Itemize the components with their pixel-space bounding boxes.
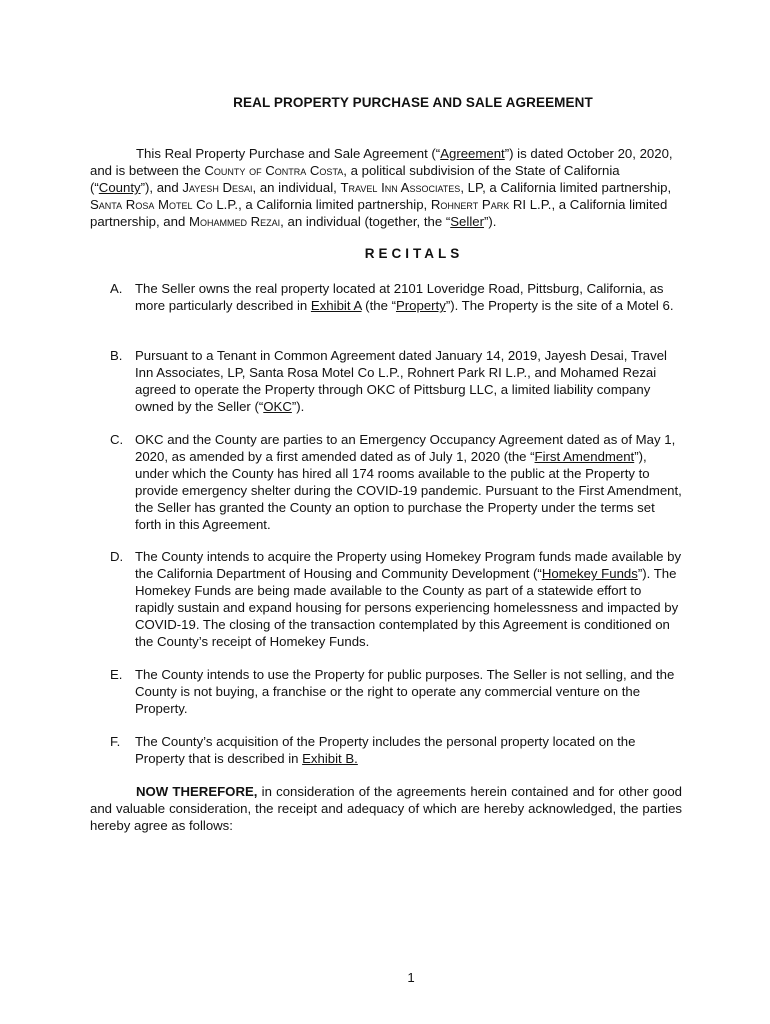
party-travel-inn: Travel Inn Associates xyxy=(340,180,461,195)
intro-text: , an individual (together, the “ xyxy=(280,214,451,229)
intro-paragraph xyxy=(90,145,678,230)
intro-text: This Real Property Purchase and Sale Agreement (“ xyxy=(136,146,441,161)
recital-letter: C. xyxy=(110,432,124,447)
okc-defined-term: OKC xyxy=(263,399,292,414)
exhibit-b-link: Exhibit B. xyxy=(302,751,358,766)
recital-letter: E. xyxy=(110,667,123,682)
party-santa-rosa: Santa Rosa Motel Co xyxy=(90,197,213,212)
intro-text: , LP, a California limited partnership, xyxy=(460,180,672,195)
recital-text: ”). The Homekey Funds are being made available to the County as part of a statewide effort to rapidly sustain and expand housing for persons experiencing homelessness and impacted by COVID-19. The closing of the transaction contemplated by this Agreement is conditioned on the County’s receipt of Homekey Funds. xyxy=(135,566,679,649)
first-amendment-defined-term: First Amendment xyxy=(534,449,635,464)
party-desai: Jayesh Desai xyxy=(182,180,253,195)
recital-d xyxy=(110,548,682,650)
recitals-heading: RECITALS xyxy=(364,246,464,261)
intro-text: , an individual, xyxy=(252,180,341,195)
party-rezai: Mohammed Rezai xyxy=(188,214,281,229)
page-number: 1 xyxy=(407,970,415,985)
county-name: County of Contra Costa xyxy=(204,163,344,178)
agreement-defined-term: Agreement xyxy=(440,146,505,161)
closing-text: in consideration of the agreements herein contained and for other good and valuable consideration, the receipt and adequacy of which are hereby acknowledged, the parties hereby agree as follows: xyxy=(90,784,683,833)
exhibit-a-link: Exhibit A xyxy=(310,298,362,313)
intro-text: L.P., a California limited partnership, xyxy=(212,197,431,212)
homekey-funds-defined-term: Homekey Funds xyxy=(541,566,638,581)
recital-text: ”), under which the County has hired all 174 rooms available to the public at the Property to provide emergency shelter during the COVID-19 pandemic. Pursuant to the First Amendment, the Seller has granted the County an option to purchase the Property under the terms set forth in this Agreement. xyxy=(135,449,682,532)
recital-text: The County intends to use the Property for public purposes. The Seller is not selling, and the County is not buying, a franchise or the right to operate any commercial venture on the Property. xyxy=(135,667,675,716)
closing-paragraph xyxy=(90,783,682,834)
recital-c xyxy=(110,431,682,533)
document-title: REAL PROPERTY PURCHASE AND SALE AGREEMENT xyxy=(233,95,593,110)
intro-text: ”). xyxy=(483,214,497,229)
recital-text: (the “ xyxy=(361,298,396,313)
recital-text: Pursuant to a Tenant in Common Agreement dated January 14, 2019, Jayesh Desai, Travel Inn Associates, LP, Santa Rosa Motel Co L.P., Rohnert Park RI L.P., and Mohamed Rezai agreed to operate the Property through OKC of Pittsburg LLC, a limited liability company owned by the Seller (“ xyxy=(135,348,667,414)
recital-b xyxy=(110,347,682,415)
recital-e xyxy=(110,666,682,717)
recital-text: The Seller owns the real property located at 2101 Loveridge Road, Pittsburg, California, as more particularly described in xyxy=(135,281,664,313)
recital-letter: F. xyxy=(110,734,121,749)
intro-text: ”) is dated October 20, 2020, and is between the xyxy=(90,146,673,178)
county-defined-term: County xyxy=(98,180,141,195)
now-therefore-lead: NOW THEREFORE, xyxy=(136,784,258,799)
intro-text: ”), and xyxy=(140,180,183,195)
recital-f xyxy=(110,733,682,767)
recital-text: The County intends to acquire the Property using Homekey Program funds made available by the California Department of Housing and Community Development (“ xyxy=(135,549,682,581)
recital-text: OKC and the County are parties to an Emergency Occupancy Agreement dated as of May 1, 2020, as amended by a first amended dated as of July 1, 2020 (the “ xyxy=(135,432,676,464)
recital-text: ”). xyxy=(291,399,305,414)
recital-text: ”). The Property is the site of a Motel 6. xyxy=(445,298,674,313)
intro-text: , a political subdivision of the State of California (“ xyxy=(90,163,620,195)
recital-a xyxy=(110,280,682,314)
seller-defined-term: Seller xyxy=(450,214,484,229)
intro-text: RI L.P., a California limited partnership, and xyxy=(90,197,668,229)
recital-letter: A. xyxy=(110,281,123,296)
party-rohnert: Rohnert Park xyxy=(430,197,510,212)
property-defined-term: Property xyxy=(395,298,446,313)
recital-letter: B. xyxy=(110,348,123,363)
recital-letter: D. xyxy=(110,549,124,564)
recital-text: The County’s acquisition of the Property includes the personal property located on the Property that is described in xyxy=(135,734,636,766)
